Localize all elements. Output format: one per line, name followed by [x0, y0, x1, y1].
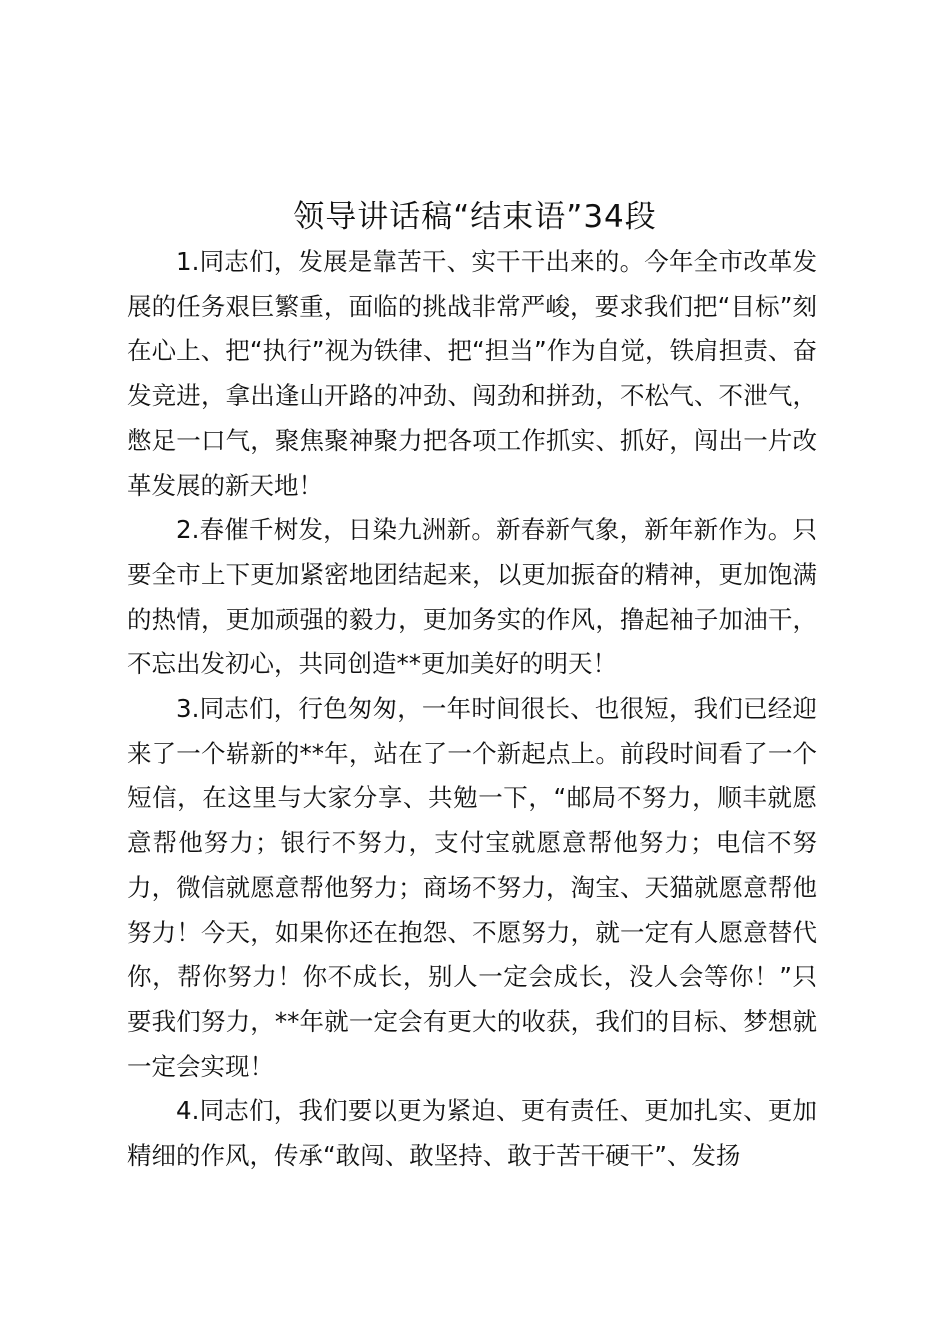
- document-body: [127, 240, 817, 1179]
- paragraph-2: 2.春催千树发，日染九洲新。新春新气象，新年新作为。只要全市上下更加紧密地团结起来，以更加振奋的精神，更加饱满的热情，更加顽强的毅力，更加务实的作风，撸起袖子加油干，不忘出发初心，共同创造**更加美好的明天！: [127, 515, 817, 679]
- paragraph-1: 1.同志们，发展是靠苦干、实干干出来的。今年全市改革发展的任务艰巨繁重，面临的挑战非常严峻，要求我们把“目标”刻在心上、把“执行”视为铁律、把“担当”作为自觉，铁肩担责、奋发竞进，拿出逢山开路的冲劲、闯劲和拼劲，不松气、不泄气，憋足一口气，聚焦聚神聚力把各项工作抓实、抓好，闯出一片改革发展的新天地！: [127, 247, 817, 500]
- paragraph-3: 3.同志们，行色匆匆，一年时间很长、也很短，我们已经迎来了一个崭新的**年，站在了一个新起点上。前段时间看了一个短信，在这里与大家分享、共勉一下，“邮局不努力，顺丰就愿意帮他努力；银行不努力，支付宝就愿意帮他努力；电信不努力，微信就愿意帮他努力；商场不努力，淘宝、天猫就愿意帮他努力！今天，如果你还在抱怨、不愿努力，就一定有人愿意替代你，帮你努力！你不成长，别人一定会成长，没人会等你！”只要我们努力，**年就一定会有更大的收获，我们的目标、梦想就一定会实现！: [127, 694, 817, 1081]
- paragraph-4: 4.同志们，我们要以更为紧迫、更有责任、更加扎实、更加精细的作风，传承“敢闯、敢坚持、敢于苦干硬干”、发扬: [127, 1096, 817, 1171]
- document-title: 领导讲话稿“结束语”34段: [293, 198, 657, 235]
